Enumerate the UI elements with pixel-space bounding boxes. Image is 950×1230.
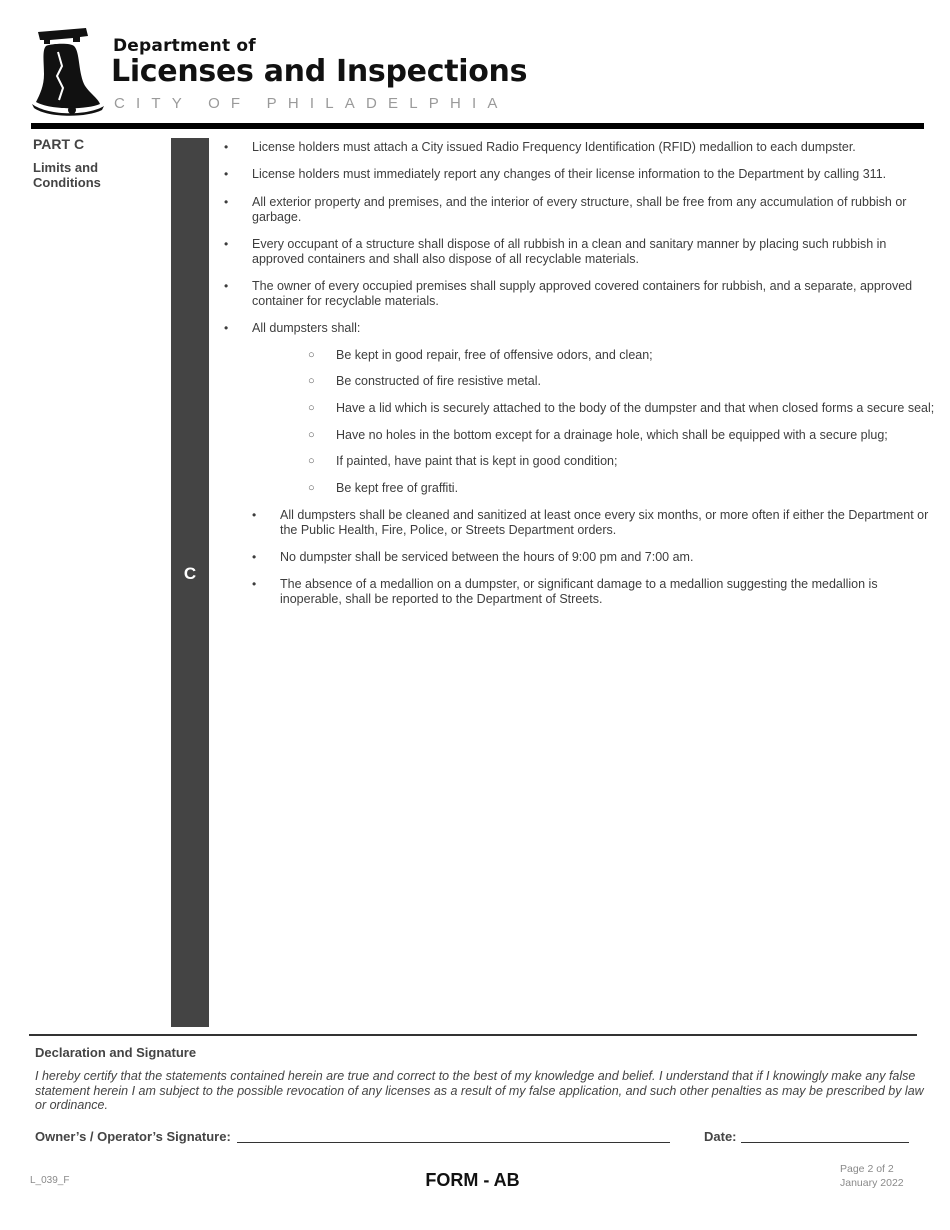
- bullet-dot: •: [224, 321, 229, 335]
- bullet-dot: •: [224, 167, 229, 181]
- department-line-1: Department of: [113, 36, 256, 56]
- bullet-dot: •: [224, 140, 229, 154]
- header-divider: [31, 123, 924, 129]
- date-label: Date:: [704, 1129, 737, 1144]
- list-item: The owner of every occupied premises shall supply approved covered containers for rubbish, and a separate, approved container for recyclable materials.: [252, 279, 913, 308]
- bullet-dot: •: [224, 195, 229, 209]
- sub-bullet-circle: ○: [308, 429, 315, 441]
- list-item: License holders must attach a City issued Radio Frequency Identification (RFID) medallion to each dumpster.: [252, 140, 856, 154]
- city-name: CITY OF PHILADELPHIA: [114, 95, 509, 112]
- declaration-title: Declaration and Signature: [35, 1045, 197, 1060]
- part-subtitle: Limits and Conditions: [33, 160, 101, 190]
- sub-bullet-circle: ○: [308, 482, 315, 494]
- list-item: All dumpsters shall be cleaned and sanitized at least once every six months, or more often if either the Department or the Public Health, Fire, Police, or Streets Department orders.: [280, 508, 929, 537]
- sub-bullet-circle: ○: [308, 375, 315, 387]
- list-item: The absence of a medallion on a dumpster, or significant damage to a medallion suggesting the medallion is inoperable, shall be reported to the Department of Streets.: [280, 577, 878, 606]
- list-item: All exterior property and premises, and the interior of every structure, shall be free from any accumulation of rubbish or garbage.: [252, 195, 907, 224]
- bullet-dot: •: [224, 237, 229, 251]
- declaration-text: I hereby certify that the statements contained herein are true and correct to the best of my knowledge and belief. I understand that if I knowingly make any false statement herein I am subject to the possible revocation of any licenses as a result of my false application, and such other penalties as may be prescribed by law or ordinance.: [35, 1069, 924, 1112]
- list-item: License holders must immediately report any changes of their license information to the Department by calling 311.: [252, 167, 887, 181]
- sub-list-item: Be constructed of fire resistive metal.: [336, 374, 541, 388]
- liberty-bell-logo-icon: [28, 26, 108, 116]
- bullet-dot: •: [252, 550, 257, 564]
- list-item: All dumpsters shall:: [252, 321, 361, 335]
- list-item: Every occupant of a structure shall dispose of all rubbish in a clean and sanitary manner by placing such rubbish in approved containers and shall also dispose of all recyclable materials.: [252, 237, 887, 266]
- form-id: L_039_F: [30, 1175, 70, 1186]
- sub-list-item: Be kept free of graffiti.: [336, 481, 459, 495]
- date-field[interactable]: [741, 1142, 909, 1143]
- sub-list-item: Have no holes in the bottom except for a drainage hole, which shall be equipped with a secure plug;: [336, 428, 888, 442]
- sub-bullet-circle: ○: [308, 455, 315, 467]
- signature-field[interactable]: [237, 1142, 670, 1143]
- sub-list-item: If painted, have paint that is kept in good condition;: [336, 454, 618, 468]
- list-item: No dumpster shall be serviced between the hours of 9:00 pm and 7:00 am.: [280, 550, 694, 564]
- sub-bullet-circle: ○: [308, 349, 315, 361]
- footer-divider: [29, 1034, 917, 1036]
- section-letter: C: [183, 564, 197, 583]
- signature-label: Owner’s / Operator’s Signature:: [35, 1129, 231, 1144]
- bullet-dot: •: [224, 279, 229, 293]
- page-number: Page 2 of 2: [840, 1163, 894, 1175]
- part-label: PART C: [33, 136, 85, 152]
- bullet-dot: •: [252, 577, 257, 591]
- bullet-dot: •: [252, 508, 257, 522]
- form-title: FORM - AB: [425, 1170, 520, 1190]
- sub-list-item: Have a lid which is securely attached to the body of the dumpster and that when closed forms a secure seal;: [336, 401, 935, 415]
- department-name: Licenses and Inspections: [111, 54, 528, 89]
- revision-date: January 2022: [840, 1177, 904, 1189]
- sub-list-item: Be kept in good repair, free of offensive odors, and clean;: [336, 348, 653, 362]
- sub-bullet-circle: ○: [308, 402, 315, 414]
